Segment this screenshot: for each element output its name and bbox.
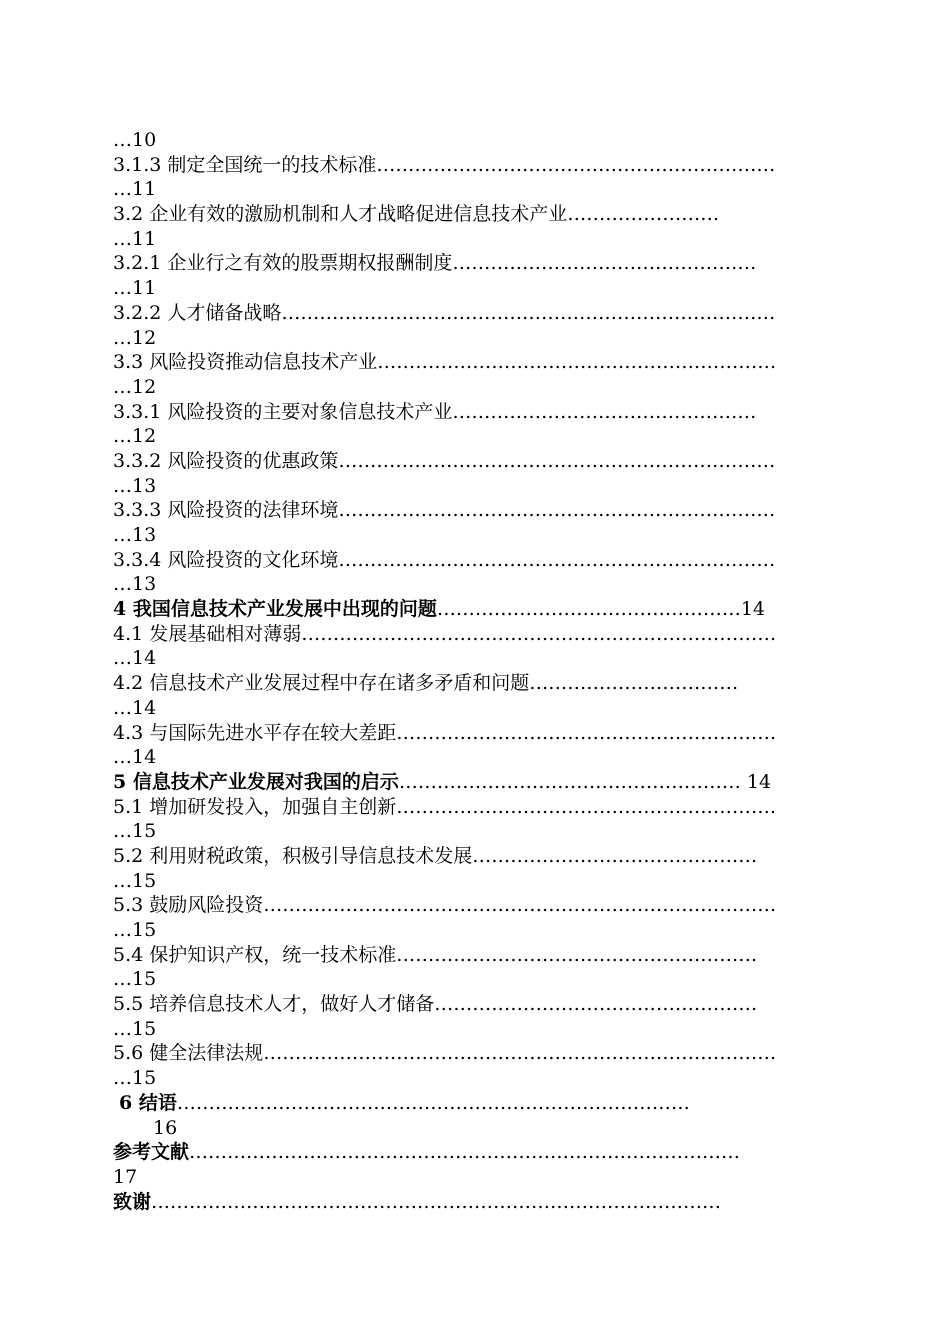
- toc-page-number: …15: [113, 919, 157, 941]
- toc-page-number: …12: [113, 425, 157, 448]
- toc-leader-dots: ……………………………………………………………………………: [189, 1141, 741, 1164]
- toc-page-number: …13: [113, 524, 157, 546]
- toc-entry: 3.2.1 企业行之有效的股票期权报酬制度…………………………………………: [113, 252, 757, 275]
- toc-entry: 4.3 与国际先进水平存在较大差距……………………………………………………: [113, 721, 777, 744]
- toc-entry: 3.2.2 人才储备战略……………………………………………………………………: [113, 301, 776, 324]
- toc-heading: [113, 770, 843, 795]
- toc-heading: [113, 1190, 843, 1215]
- toc-page-number: …12: [113, 326, 157, 349]
- toc-page-number: 14: [746, 770, 772, 793]
- toc-page-number: …14: [113, 647, 157, 670]
- toc-heading: [113, 597, 843, 622]
- toc-heading-title: 4 我国信息技术产业发展中出现的问题: [113, 598, 437, 621]
- toc-page-number: …10: [113, 129, 157, 151]
- toc-leader-dots: ………………………………………………………………………………: [151, 1190, 722, 1213]
- toc-page-number: …12: [113, 375, 157, 398]
- table-of-contents: [113, 128, 843, 1214]
- toc-entry: 4.2 信息技术产业发展过程中存在诸多矛盾和问题……………………………: [113, 672, 739, 695]
- toc-leader-dots: ………………………………………………: [398, 770, 747, 793]
- toc-page-number: …15: [113, 869, 157, 892]
- toc-heading-title: 6 结语: [119, 1091, 177, 1114]
- toc-entry: 4.1 发展基础相对薄弱…………………………………………………………………: [113, 622, 777, 645]
- toc-entry: 3.2 企业有效的激励机制和人才战略促进信息技术产业……………………: [113, 203, 720, 226]
- toc-entry: 5.5 培养信息技术人才，做好人才储备……………………………………………: [113, 993, 758, 1016]
- toc-entry: 3.3.2 风险投资的优惠政策……………………………………………………………: [113, 449, 776, 472]
- toc-leader-dots: ………………………………………………………………………: [176, 1091, 690, 1114]
- toc-entry: 5.1 增加研发投入，加强自主创新……………………………………………………: [113, 795, 777, 818]
- toc-page-number: …15: [113, 1017, 157, 1040]
- toc-entry: 5.6 健全法律法规………………………………………………………………………: [113, 1042, 777, 1065]
- toc-entry: 3.1.3 制定全国统一的技术标准………………………………………………………: [113, 153, 776, 176]
- toc-entry: 5.2 利用财税政策，积极引导信息技术发展………………………………………: [113, 844, 758, 867]
- toc-leader-dots: …………………………………………: [436, 598, 741, 621]
- toc-heading: [113, 1091, 843, 1116]
- toc-page-number: …13: [113, 474, 157, 497]
- toc-page-number: …15: [113, 820, 157, 843]
- toc-entry: 5.3 鼓励风险投资………………………………………………………………………: [113, 894, 777, 917]
- toc-entry: 5.4 保护知识产权，统一技术标准…………………………………………………: [113, 943, 758, 966]
- toc-heading-title: 参考文献: [113, 1141, 190, 1164]
- toc-page-number: 16: [153, 1116, 178, 1139]
- toc-entry: 3.3.3 风险投资的法律环境……………………………………………………………: [113, 499, 776, 522]
- toc-heading-title: 致谢: [113, 1190, 152, 1213]
- toc-heading-title: 5 信息技术产业发展对我国的启示: [113, 770, 399, 793]
- toc-entry: 3.3.1 风险投资的主要对象信息技术产业…………………………………………: [113, 400, 757, 423]
- toc-entry: 3.3.4 风险投资的文化环境……………………………………………………………: [113, 548, 776, 571]
- toc-heading: [113, 1140, 843, 1165]
- toc-page-number: 14: [740, 598, 766, 621]
- toc-page-number: 17: [113, 1165, 138, 1188]
- toc-page-number: …14: [113, 746, 157, 769]
- toc-page-number: …14: [113, 696, 157, 719]
- toc-entry: 3.3 风险投资推动信息技术产业………………………………………………………: [113, 351, 777, 374]
- toc-page-number: …11: [113, 227, 157, 250]
- toc-page-number: …13: [113, 573, 157, 596]
- toc-page-number: …15: [113, 1067, 157, 1090]
- toc-page-number: …11: [113, 277, 157, 300]
- toc-page-number: …11: [113, 178, 157, 201]
- toc-page-number: …15: [113, 968, 157, 991]
